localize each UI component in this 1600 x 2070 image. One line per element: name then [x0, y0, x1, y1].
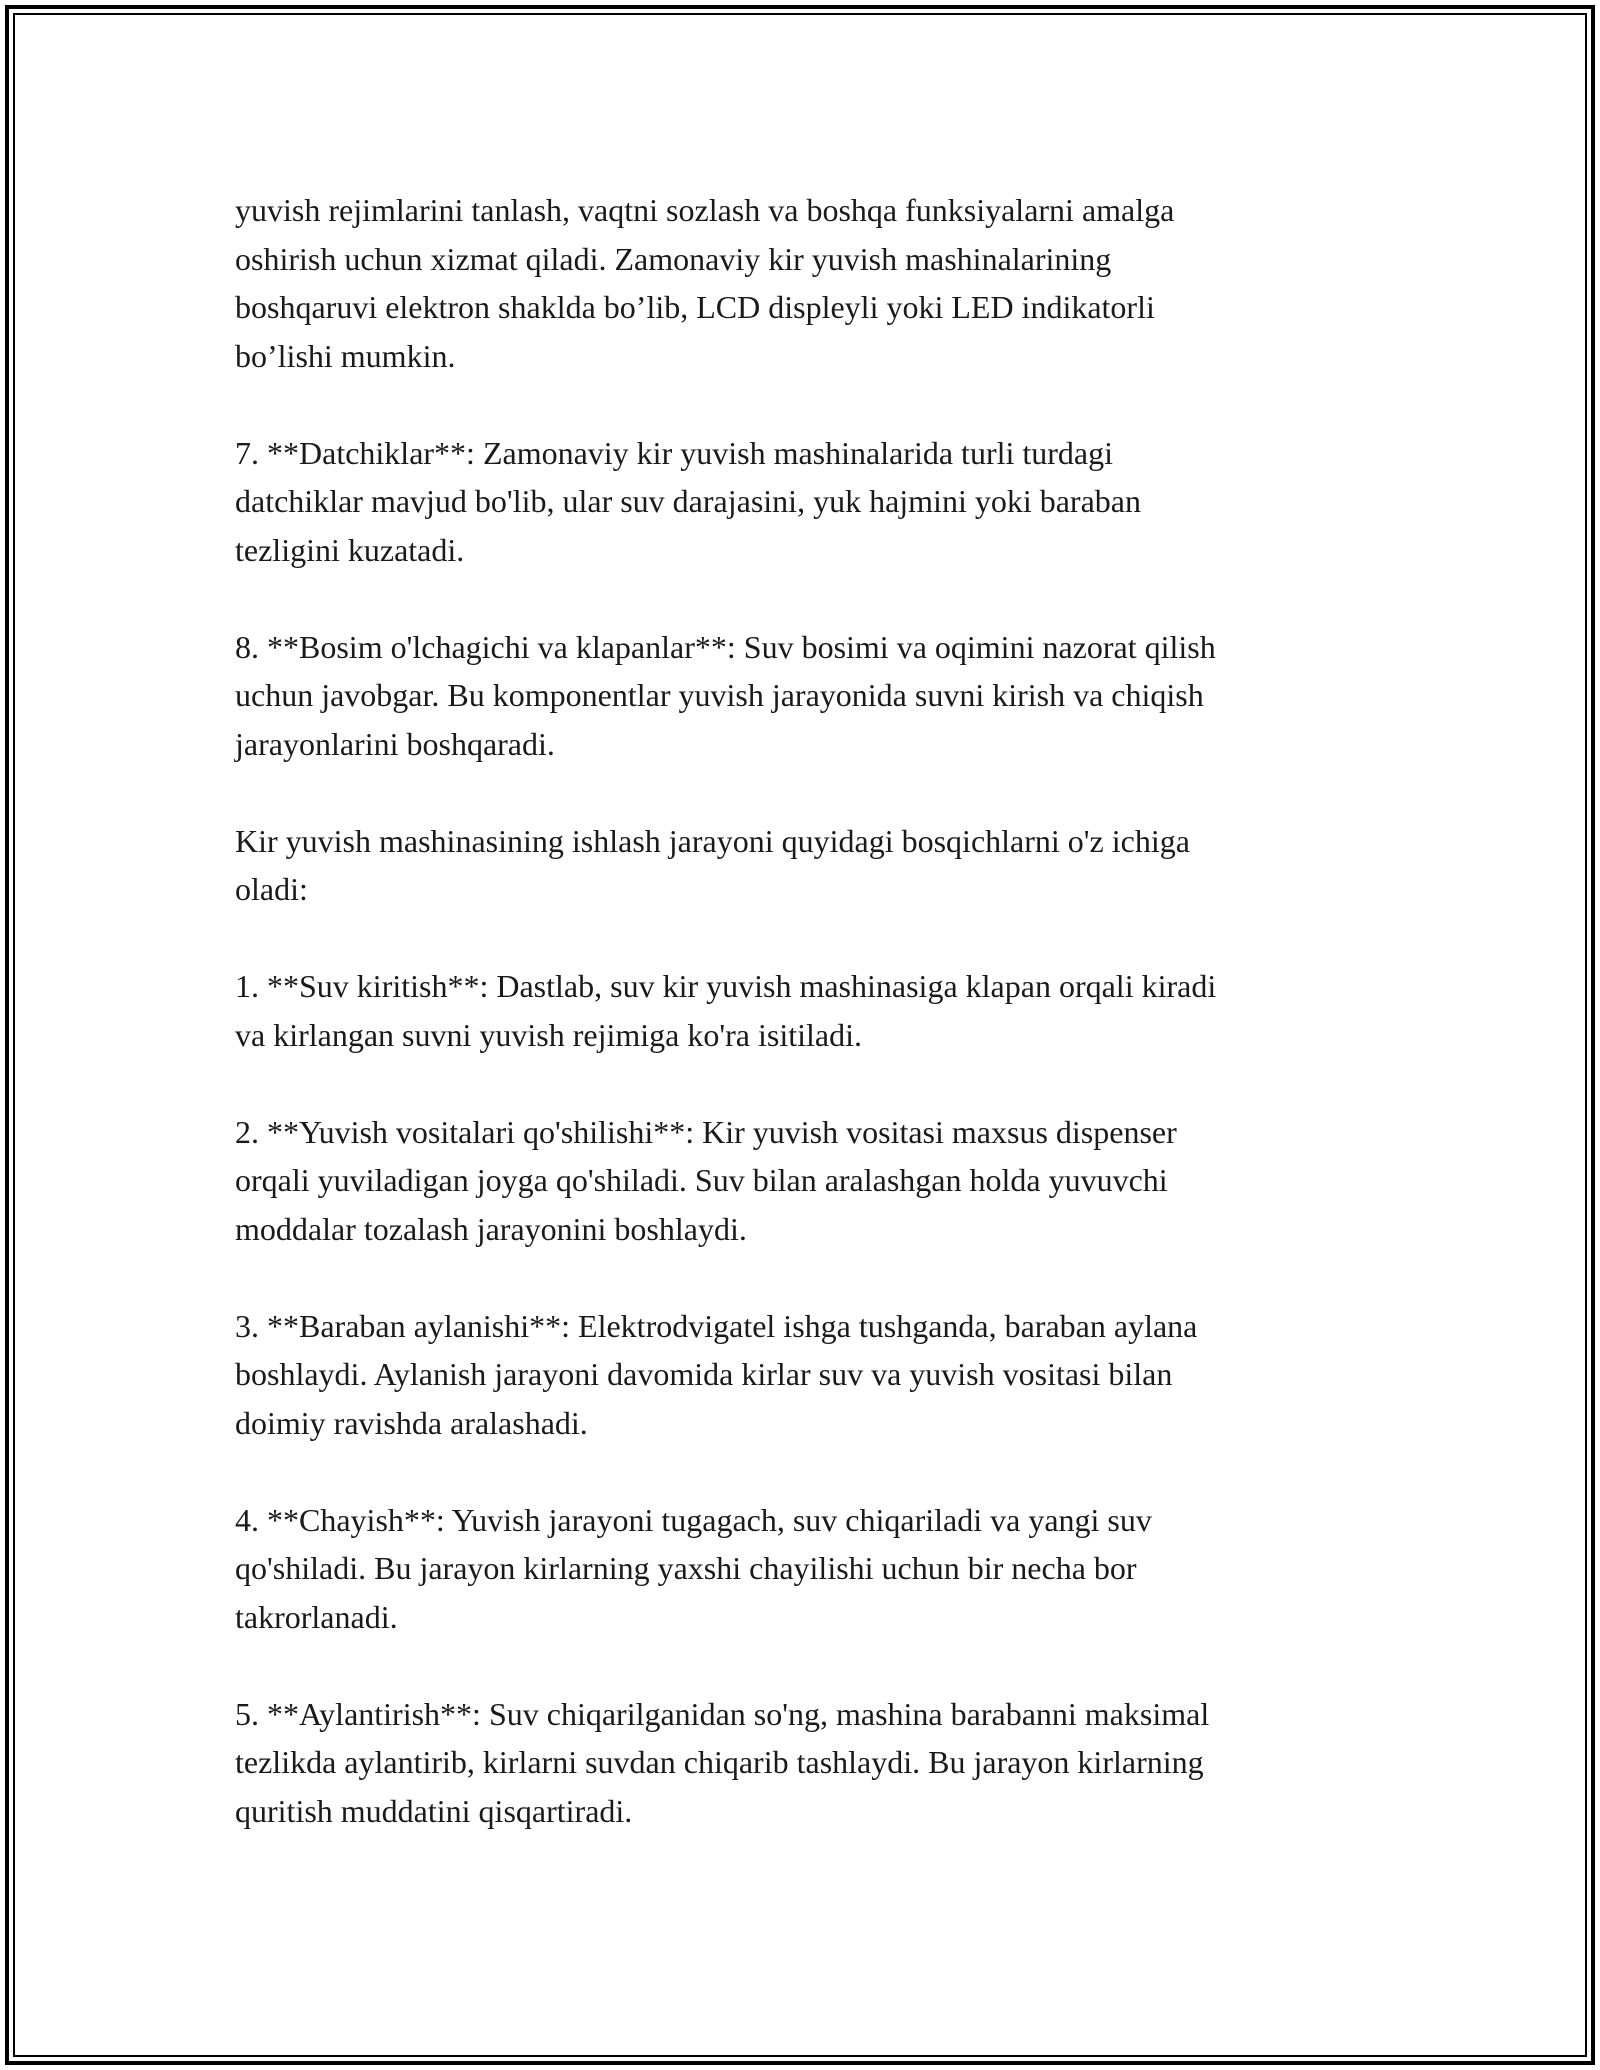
paragraph-step-drum-rotation: 3. **Baraban aylanishi**: Elektrodvigatel ishga tushganda, baraban aylana boshlaydi. Aylanish jarayoni davomida kirlar suv va yuvish vositasi bilan doimiy ravishda aralashadi.: [235, 1307, 1198, 1441]
paragraph-step-water-intake: 1. **Suv kiritish**: Dastlab, suv kir yuvish mashinasiga klapan orqali kiradi va kirlangan suvni yuvish rejimiga ko'ra isitiladi.: [235, 968, 1217, 1053]
paragraph-pressure-valves: 8. **Bosim o'lchagichi va klapanlar**: Suv bosimi va oqimini nazorat qilish uchun javobgar. Bu komponentlar yuvish jarayonida suvni kirish va chiqish jarayonlarini boshqaradi.: [235, 628, 1216, 762]
paragraph-step-detergent: 2. **Yuvish vositalari qo'shilishi**: Kir yuvish vositasi maxsus dispenser orqali yuviladigan joyga qo'shiladi. Suv bilan aralashgan holda yuvuvchi moddalar tozalash jarayonini boshlaydi.: [235, 1113, 1177, 1247]
document-body: [235, 186, 1375, 1835]
paragraph-step-spin: 5. **Aylantirish**: Suv chiqarilganidan so'ng, mashina barabanni maksimal tezlikda aylantirib, kirlarni suvdan chiqarib tashlaydi. Bu jarayon kirlarning quritish muddatini qisqartiradi.: [235, 1695, 1210, 1829]
paragraph-step-rinse: 4. **Chayish**: Yuvish jarayoni tugagach, suv chiqariladi va yangi suv qo'shiladi. Bu jarayon kirlarning yaxshi chayilishi uchun bir necha bor takrorlanadi.: [235, 1501, 1152, 1635]
paragraph-controls-continued: yuvish rejimlarini tanlash, vaqtni sozlash va boshqa funksiyalarni amalga oshirish uchun xizmat qiladi. Zamonaviy kir yuvish mashinalarining boshqaruvi elektron shaklda bo’lib, LCD displeyli yoki LED indikatorli bo’lishi mumkin.: [235, 192, 1175, 374]
paragraph-process-intro: Kir yuvish mashinasining ishlash jarayoni quyidagi bosqichlarni o'z ichiga oladi:: [235, 822, 1190, 907]
paragraph-sensors: 7. **Datchiklar**: Zamonaviy kir yuvish mashinalarida turli turdagi datchiklar mavjud bo'lib, ular suv darajasini, yuk hajmini yoki baraban tezligini kuzatadi.: [235, 434, 1141, 568]
